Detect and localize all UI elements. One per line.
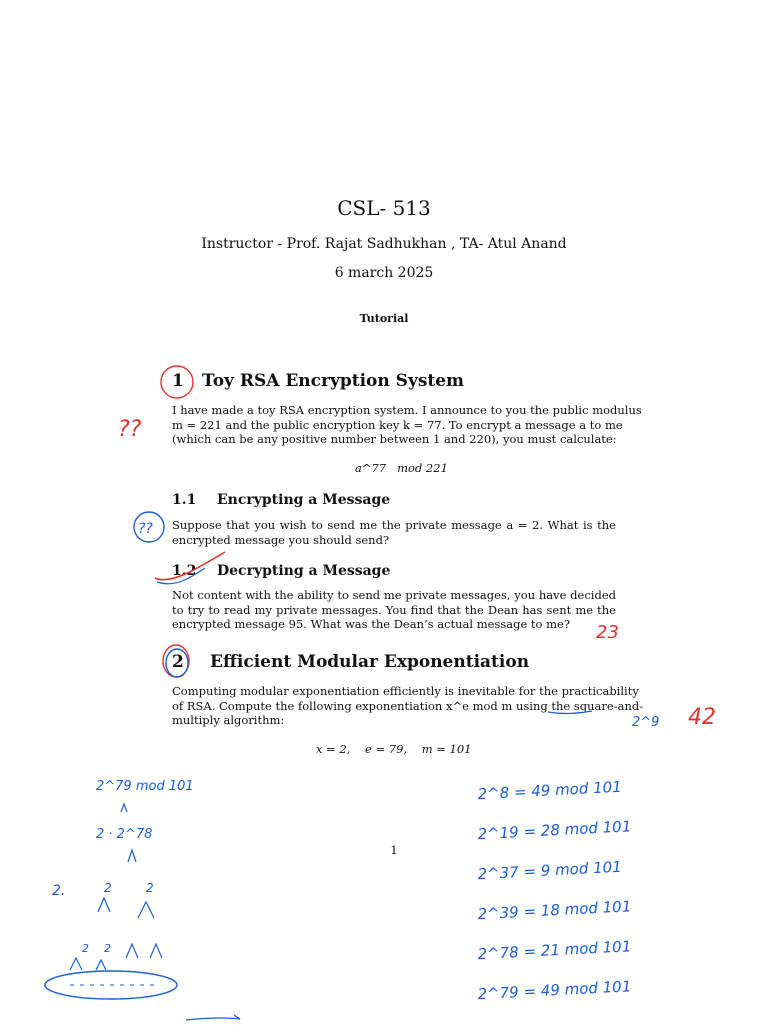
document-title: CSL- 513 xyxy=(337,196,431,220)
left-working-digit: 2 xyxy=(104,942,111,955)
red-answer-23: 23 xyxy=(596,622,619,643)
section-1-title: Toy RSA Encryption System xyxy=(202,371,465,391)
subsection-1-1-paragraph xyxy=(172,518,616,547)
document-date: 6 march 2025 xyxy=(334,265,434,281)
right-working-line: 2^39 = 18 mod 101 xyxy=(477,897,632,924)
page-number: 1 xyxy=(390,843,398,857)
left-working-digit: 2 xyxy=(104,881,112,895)
subsection-1-2-number: 1.2 xyxy=(172,563,197,579)
blue-power-2-9: 2^9 xyxy=(632,715,660,730)
red-question-marks: ?? xyxy=(118,417,142,442)
left-working-digit: 2 xyxy=(146,881,154,895)
recursion-tree-branches xyxy=(70,804,162,970)
subsection-1-2-title: Decrypting a Message xyxy=(217,563,391,579)
blue-question-marks: ?? xyxy=(138,521,153,537)
section-1-equation: a^77 mod 221 xyxy=(355,461,448,475)
left-working-top: 2^79 mod 101 xyxy=(96,779,194,794)
section-1-number: 1 xyxy=(172,371,184,391)
paragraph-line: encrypted message you should send? xyxy=(172,532,390,547)
section-2-paragraph xyxy=(172,684,644,728)
section-1-paragraph xyxy=(172,403,642,447)
right-working-list xyxy=(477,777,678,1020)
blue-circled-chain xyxy=(45,971,177,999)
subsection-1-1-heading xyxy=(172,492,390,508)
paragraph-line: Not content with the ability to send me private messages, you have decided xyxy=(172,588,616,602)
subsection-1-2-heading xyxy=(172,563,390,579)
section-2-equation: x = 2, e = 79, m = 101 xyxy=(316,742,472,756)
right-working-line: 2^78 = 21 mod 101 xyxy=(477,937,632,964)
blue-circle-subsection xyxy=(134,512,164,542)
left-working-digit: 2 xyxy=(82,942,89,955)
right-working-line: 2^79 = 49 mod 101 xyxy=(477,977,632,1004)
paragraph-line: (which can be any positive number between 1 and 220), you must calculate: xyxy=(172,432,617,446)
subsection-1-1-title: Encrypting a Message xyxy=(217,492,391,508)
document-label: Tutorial xyxy=(359,312,409,325)
paragraph-line: Computing modular exponentiation efficiently is inevitable for the practicability xyxy=(172,684,639,698)
paragraph-line: multiply algorithm: xyxy=(172,713,285,727)
paragraph-line: encrypted message 95. What was the Dean’s actual message to me? xyxy=(172,617,570,631)
section-2-heading xyxy=(172,652,529,672)
right-working-line: 2^8 = 49 mod 101 xyxy=(477,777,623,804)
right-working-line: 2^19 = 28 mod 101 xyxy=(477,817,632,844)
blue-arrow xyxy=(186,1015,240,1020)
section-1-heading xyxy=(172,371,464,391)
right-working-line: 2^37 = 9 mod 101 xyxy=(477,857,623,884)
paragraph-line: Suppose that you wish to send me the private message a = 2. What is the xyxy=(172,518,616,532)
left-working-digit: 2. xyxy=(52,883,66,899)
paragraph-line: of RSA. Compute the following exponentiation x^e mod m using the square-and- xyxy=(172,698,644,713)
paragraph-line: I have made a toy RSA encryption system. I announce to you the public modulus xyxy=(172,403,642,417)
document-authors: Instructor - Prof. Rajat Sadhukhan , TA- Atul Anand xyxy=(201,236,567,252)
red-answer-42: 42 xyxy=(688,705,716,730)
subsection-1-2-paragraph xyxy=(172,588,616,632)
section-2-number: 2 xyxy=(172,652,184,672)
left-working-step: 2 · 2^78 xyxy=(96,827,153,842)
section-2-title: Efficient Modular Exponentiation xyxy=(210,652,530,672)
paragraph-line: to try to read my private messages. You find that the Dean has sent me the xyxy=(172,602,616,617)
subsection-1-1-number: 1.1 xyxy=(172,492,197,508)
paragraph-line: m = 221 and the public encryption key k = 77. To encrypt a message a to me xyxy=(172,417,623,432)
